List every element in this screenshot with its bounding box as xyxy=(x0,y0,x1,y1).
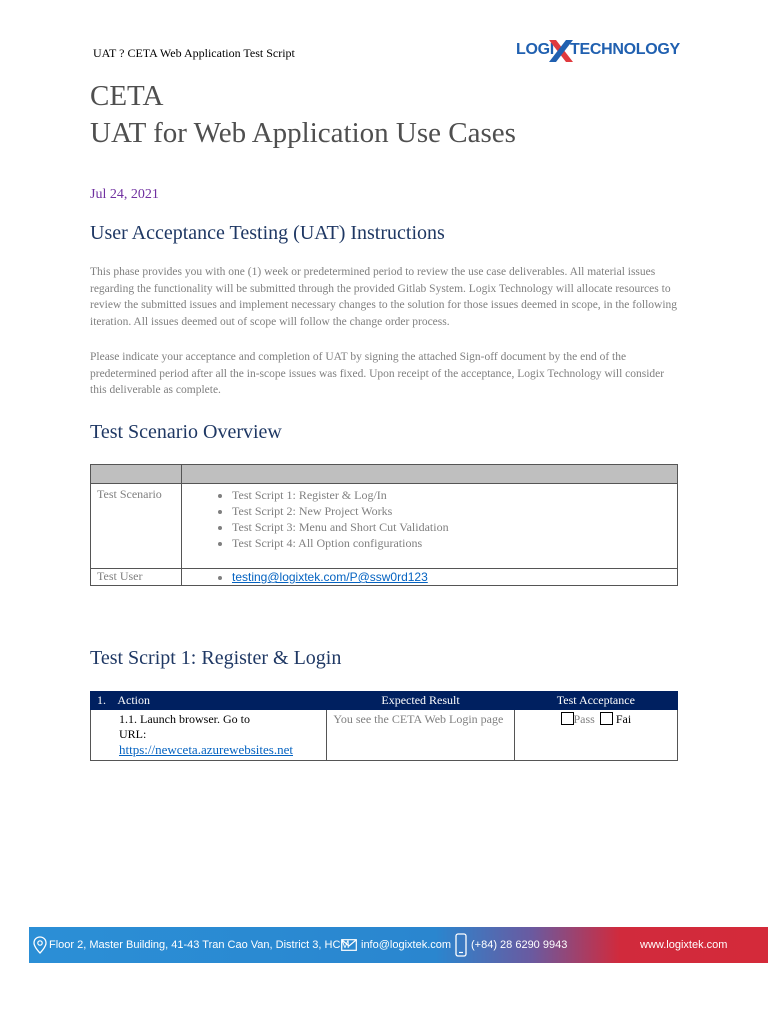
fail-label: Fai xyxy=(615,712,632,726)
test-script-1-heading: Test Script 1: Register & Login xyxy=(90,647,342,669)
document-date: Jul 24, 2021 xyxy=(90,187,159,202)
document-title xyxy=(90,78,516,152)
test-user-item xyxy=(232,569,671,585)
logo-text-right: TECHNOLOGY xyxy=(570,41,680,58)
overview-row-content xyxy=(182,484,678,569)
action-cell xyxy=(91,710,327,761)
test-script-list xyxy=(188,487,671,551)
column-header-test-acceptance: Test Acceptance xyxy=(514,692,677,710)
uat-paragraph-1: This phase provides you with one (1) week or predetermined period to review the use case deliverables. All material issues regarding the functionality will be submitted through the provided Gitlab System. Logix Technology will allocate resources to review the submitted issues and implement necessary changes to the solution for those issues deemed in scope, in the following iteration. All issues deemed out of scope will follow the change order process. xyxy=(90,266,678,328)
overview-row-test-user xyxy=(91,569,678,586)
column-header-action: 1. Action xyxy=(91,692,327,710)
uat-paragraph-2: Please indicate your acceptance and completion of UAT by signing the attached Sign-off document by the end of the predetermined period after all the in-scope issues was fixed. Upon receipt of the acceptance, Logix Technology will consider this deliverable as complete. xyxy=(90,351,665,396)
overview-header-row xyxy=(91,465,678,484)
footer-website[interactable]: www.logixtek.com xyxy=(640,939,728,951)
overview-row-label: Test User xyxy=(91,569,182,586)
test-script-item: • Test Script 2: New Project Works xyxy=(232,503,671,519)
test-script-item: • Test Script 3: Menu and Short Cut Validation xyxy=(232,519,671,535)
test-user-credentials-link[interactable]: testing@logixtek.com/P@ssw0rd123 xyxy=(232,570,428,584)
test-script-item: • Test Script 4: All Option configurations xyxy=(232,535,671,551)
test-script-1-table xyxy=(90,691,678,761)
pass-checkbox[interactable] xyxy=(561,712,574,725)
uat-instructions-heading: User Acceptance Testing (UAT) Instructions xyxy=(90,222,445,244)
overview-row-content xyxy=(182,569,678,586)
overview-row-test-scenario xyxy=(91,484,678,569)
footer-phone: (+84) 28 6290 9943 xyxy=(471,939,568,951)
test-acceptance-cell xyxy=(514,710,677,761)
envelope-icon xyxy=(341,939,357,951)
script-table-header-row xyxy=(91,692,678,710)
location-pin-icon xyxy=(33,936,47,954)
title-line-2: UAT for Web Application Use Cases xyxy=(90,117,516,149)
test-script-item: • Test Script 1: Register & Log/In xyxy=(232,487,671,503)
logo-text-left: LOGI xyxy=(516,41,554,58)
overview-row-label: Test Scenario xyxy=(91,484,182,569)
pass-label: Pass xyxy=(573,712,595,726)
running-header-title: UAT ? CETA Web Application Test Script xyxy=(93,46,295,60)
fail-checkbox[interactable] xyxy=(600,712,613,725)
overview-header-cell xyxy=(182,465,678,484)
expected-result-cell: You see the CETA Web Login page xyxy=(327,710,514,761)
action-step-text: 1.1. Launch browser. Go to URL: xyxy=(119,712,250,741)
table-row xyxy=(91,710,678,761)
logix-technology-logo xyxy=(516,38,680,64)
footer-address: Floor 2, Master Building, 41-43 Tran Cao Van, District 3, HCM xyxy=(49,939,350,951)
title-line-1: CETA xyxy=(90,80,164,112)
test-scenario-overview-heading: Test Scenario Overview xyxy=(90,421,282,443)
footer-banner xyxy=(29,927,768,963)
phone-icon xyxy=(455,933,467,957)
test-scenario-overview-table xyxy=(90,464,678,586)
overview-header-cell xyxy=(91,465,182,484)
footer-email[interactable]: info@logixtek.com xyxy=(361,939,452,951)
column-header-expected-result: Expected Result xyxy=(327,692,514,710)
url-link[interactable]: https://newceta.azurewebsites.net xyxy=(119,742,293,757)
test-user-list xyxy=(188,569,671,585)
